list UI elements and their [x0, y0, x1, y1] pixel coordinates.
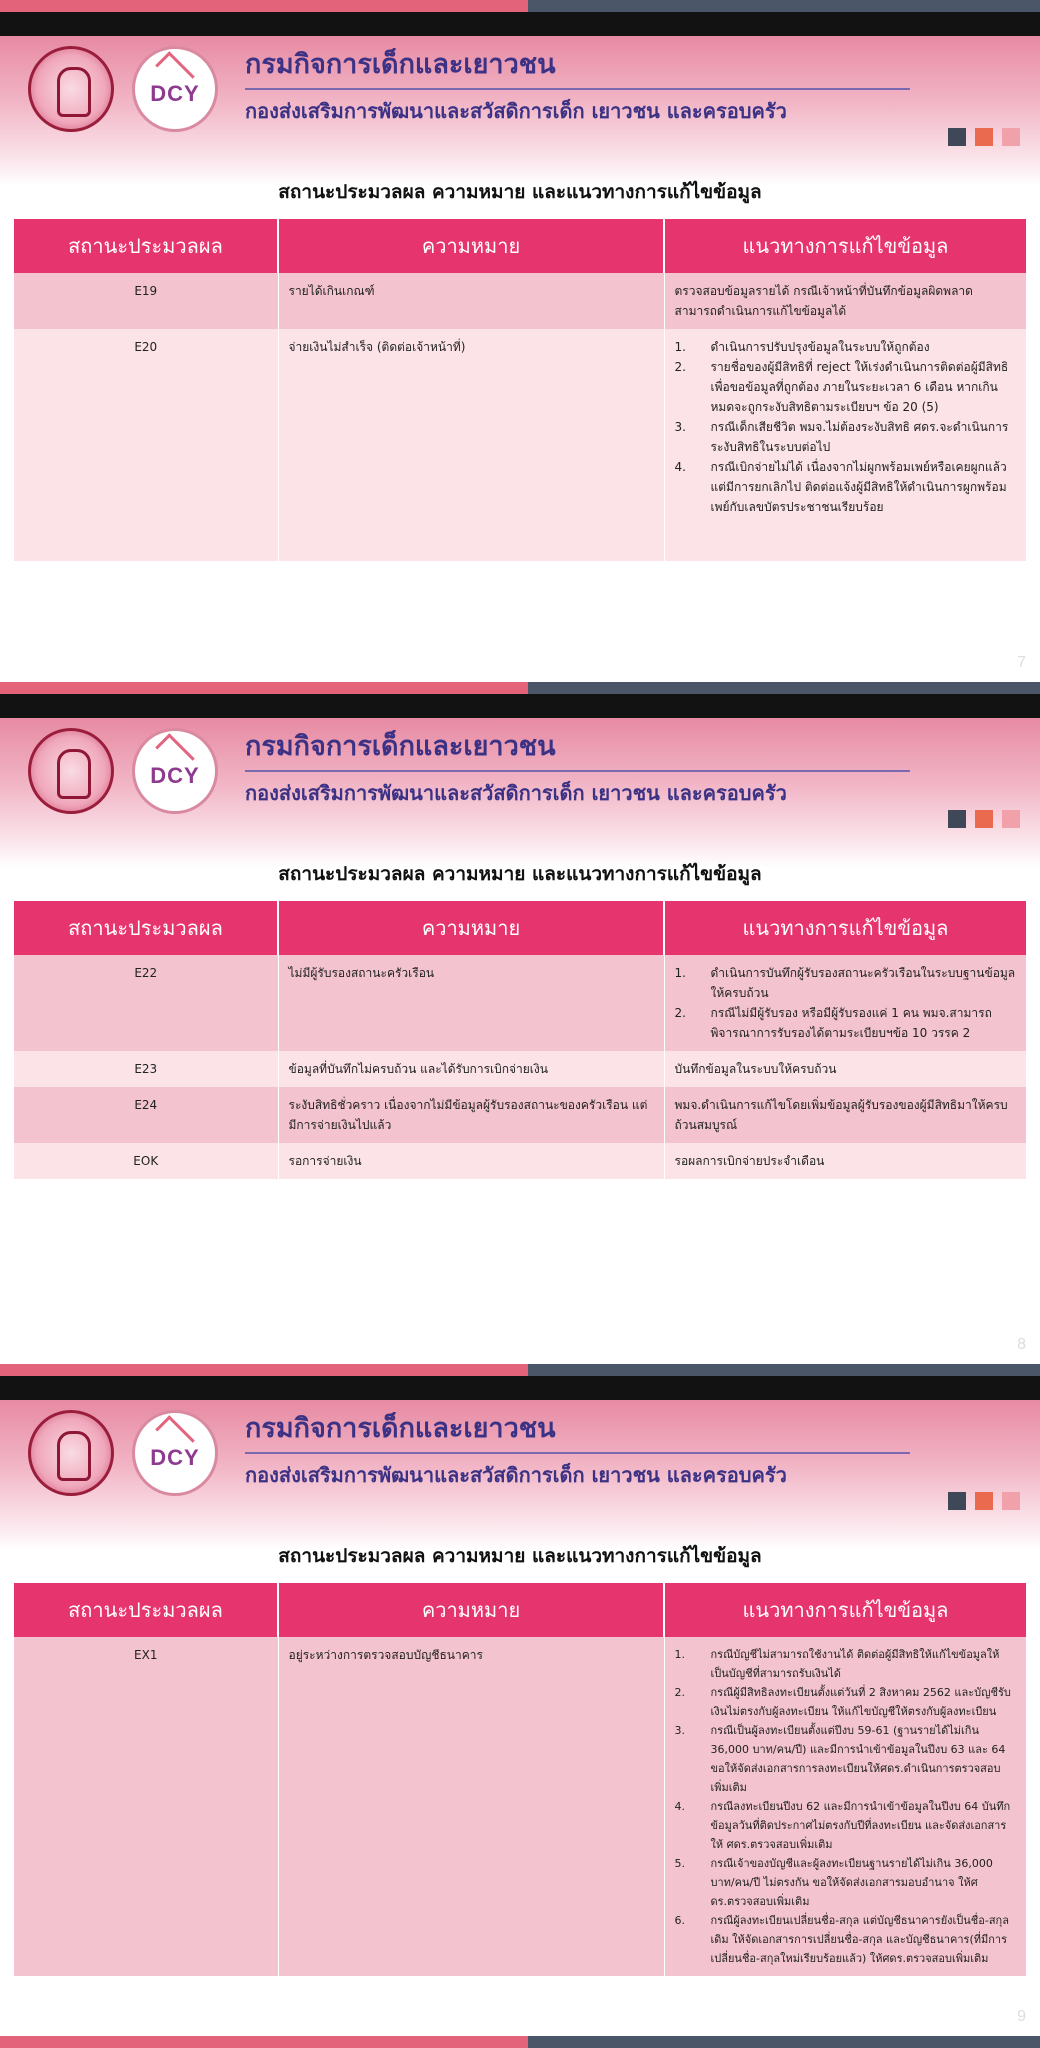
meaning-cell: รอการจ่ายเงิน: [278, 1143, 664, 1179]
guidance-step: 1. ดำเนินการบันทึกผู้รับรองสถานะครัวเรือนในระบบฐานข้อมูลให้ครบถ้วน: [674, 966, 1016, 1000]
slide-page-7: [0, 36, 1040, 682]
ministry-crest-logo: [28, 728, 114, 814]
meaning-cell: ระงับสิทธิชั่วคราว เนื่องจากไม่มีข้อมูลผู้รับรองสถานะของครัวเรือน แต่มีการจ่ายเงินไปแล้ว: [278, 1087, 664, 1143]
page-number: 7: [1017, 654, 1026, 671]
meaning-cell: ข้อมูลที่บันทึกไม่ครบถ้วน และได้รับการเบิกจ่ายเงิน: [278, 1051, 664, 1087]
decor-squares: [948, 128, 1020, 146]
screenshot-separator: [0, 694, 1040, 718]
guidance-cell: [664, 955, 1026, 1051]
guidance-cell: [664, 329, 1026, 561]
col-header-guidance: แนวทางการแก้ไขข้อมูล: [664, 901, 1026, 955]
meaning-cell: รายได้เกินเกณฑ์: [278, 273, 664, 329]
col-header-guidance: แนวทางการแก้ไขข้อมูล: [664, 219, 1026, 273]
meaning-cell: จ่ายเงินไม่สำเร็จ (ติดต่อเจ้าหน้าที่): [278, 329, 664, 561]
guidance-step: 2. กรณีไม่มีผู้รับรอง หรือมีผู้รับรองแค่ 1 คน พมจ.สามารถพิจารณาการรับรองได้ตามระเบียบฯข้อ 10 วรรค 2: [674, 1006, 992, 1040]
bottom-color-strip: [0, 2036, 1040, 2048]
col-header-meaning: ความหมาย: [278, 901, 664, 955]
screenshot-separator: [0, 1376, 1040, 1400]
guidance-step: 2. กรณีผู้มีสิทธิลงทะเบียนตั้งแต่วันที่ 2 สิงหาคม 2562 และบัญชีรับเงินไม่ตรงกับผู้ลงทะเบียน ให้แก้ไขบัญชีให้ตรงกับผู้ลงทะเบียน: [674, 1686, 1011, 1718]
slide-divider-strip: [0, 682, 1040, 694]
guidance-step: 1. ดำเนินการปรับปรุงข้อมูลในระบบให้ถูกต้อง: [674, 340, 930, 354]
dcy-logo: DCY: [132, 728, 218, 814]
guidance-cell: พมจ.ดำเนินการแก้ไขโดยเพิ่มข้อมูลผู้รับรองของผู้มีสิทธิมาให้ครบถ้วนสมบูรณ์: [664, 1087, 1026, 1143]
col-header-meaning: ความหมาย: [278, 1583, 664, 1637]
status-table: [14, 219, 1026, 561]
table-row: [14, 1637, 1026, 1976]
guidance-step: 3. กรณีเด็กเสียชีวิต พมจ.ไม่ต้องระงับสิทธิ ศดร.จะดำเนินการระงับสิทธิในระบบต่อไป: [674, 420, 1009, 454]
status-table: [14, 901, 1026, 1179]
ministry-crest-logo: [28, 1410, 114, 1496]
meaning-cell: อยู่ระหว่างการตรวจสอบบัญชีธนาคาร: [278, 1637, 664, 1976]
page-number: 8: [1017, 1336, 1026, 1353]
guidance-cell: รอผลการเบิกจ่ายประจำเดือน: [664, 1143, 1026, 1179]
col-header-guidance: แนวทางการแก้ไขข้อมูล: [664, 1583, 1026, 1637]
status-code: EX1: [14, 1637, 278, 1976]
page-number: 9: [1017, 2008, 1026, 2025]
meaning-cell: ไม่มีผู้รับรองสถานะครัวเรือน: [278, 955, 664, 1051]
slide-title: สถานะประมวลผล ความหมาย และแนวทางการแก้ไขข้อมูล: [278, 181, 762, 203]
org-header: [245, 1410, 915, 1492]
col-header-status: สถานะประมวลผล: [14, 1583, 278, 1637]
table-row: [14, 1143, 1026, 1179]
slide-page-8: [0, 718, 1040, 1364]
col-header-status: สถานะประมวลผล: [14, 901, 278, 955]
guidance-cell: [664, 1637, 1026, 1976]
guidance-step: 5. กรณีเจ้าของบัญชีและผู้ลงทะเบียนฐานรายได้ไม่เกิน 36,000 บาท/คน/ปี ไม่ตรงกัน ขอให้จัดส่งเอกสารมอบอำนาจ ให้ศดร.ตรวจสอบเพิ่มเติม: [674, 1857, 993, 1908]
table-row: [14, 1051, 1026, 1087]
guidance-step: 6. กรณีผู้ลงทะเบียนเปลี่ยนชื่อ-สกุล แต่บัญชีธนาคารยังเป็นชื่อ-สกุลเดิม ให้จัดเอกสารการเปลี่ยนชื่อ-สกุล และบัญชีธนาคาร(ที่มีการเปลี่ยนชื่อ-สกุลใหม่เรียบร้อยแล้ว) ให้ศดร.ตรวจสอบเพิ่มเติม: [674, 1914, 1009, 1965]
org-header: [245, 728, 915, 810]
guidance-step: 2. รายชื่อของผู้มีสิทธิที่ reject ให้เร่งดำเนินการติดต่อผู้มีสิทธิเพื่อขอข้อมูลที่ถูกต้อง ภายในระยะเวลา 6 เดือน หากเกินหมดจะถูกระงับสิทธิตามระเบียบฯ ข้อ 20 (5): [674, 360, 1009, 414]
slide-title: สถานะประมวลผล ความหมาย และแนวทางการแก้ไขข้อมูล: [278, 863, 762, 885]
table-row: [14, 273, 1026, 329]
org-main-title: กรมกิจการเด็กและเยาวชน: [245, 49, 556, 80]
org-sub-title: กองส่งเสริมการพัฒนาและสวัสดิการเด็ก เยาวชน และครอบครัว: [245, 781, 787, 805]
table-row: [14, 329, 1026, 561]
status-code: E20: [14, 329, 278, 561]
status-code: E19: [14, 273, 278, 329]
status-table: [14, 1583, 1026, 1976]
decor-squares: [948, 1492, 1020, 1510]
decor-squares: [948, 810, 1020, 828]
guidance-step: 1. กรณีบัญชีไม่สามารถใช้งานได้ ติดต่อผู้มีสิทธิให้แก้ไขข้อมูลให้เป็นบัญชีที่สามารถรับเงินได้: [674, 1648, 1000, 1680]
slide-divider-strip: [0, 1364, 1040, 1376]
org-header: [245, 46, 915, 128]
status-code: E24: [14, 1087, 278, 1143]
org-main-title: กรมกิจการเด็กและเยาวชน: [245, 1413, 556, 1444]
dcy-logo: DCY: [132, 46, 218, 132]
top-color-strip: [0, 0, 1040, 12]
guidance-step: 4. กรณีลงทะเบียนปีงบ 62 และมีการนำเข้าข้อมูลในปีงบ 64 บันทึกข้อมูลวันที่ติดประกาศไม่ตรงกับปีที่ลงทะเบียน และจัดส่งเอกสารให้ ศดร.ตรวจสอบเพิ่มเติม: [674, 1800, 1011, 1851]
guidance-step: 3. กรณีเป็นผู้ลงทะเบียนตั้งแต่ปีงบ 59-61 (ฐานรายได้ไม่เกิน 36,000 บาท/คน/ปี) และมีการนำเข้าข้อมูลในปีงบ 63 และ 64 ขอให้จัดส่งเอกสารการลงทะเบียนให้ศดร.ดำเนินการตรวจสอบเพิ่มเติม: [674, 1724, 1006, 1794]
col-header-status: สถานะประมวลผล: [14, 219, 278, 273]
screenshot-separator: [0, 12, 1040, 36]
org-main-title: กรมกิจการเด็กและเยาวชน: [245, 731, 556, 762]
status-code: E22: [14, 955, 278, 1051]
status-code: EOK: [14, 1143, 278, 1179]
guidance-cell: ตรวจสอบข้อมูลรายได้ กรณีเจ้าหน้าที่บันทึกข้อมูลผิดพลาด สามารถดำเนินการแก้ไขข้อมูลได้: [664, 273, 1026, 329]
org-sub-title: กองส่งเสริมการพัฒนาและสวัสดิการเด็ก เยาวชน และครอบครัว: [245, 99, 787, 123]
slide-page-9: [0, 1400, 1040, 2036]
slide-title: สถานะประมวลผล ความหมาย และแนวทางการแก้ไขข้อมูล: [278, 1545, 762, 1567]
org-sub-title: กองส่งเสริมการพัฒนาและสวัสดิการเด็ก เยาวชน และครอบครัว: [245, 1463, 787, 1487]
table-row: [14, 955, 1026, 1051]
col-header-meaning: ความหมาย: [278, 219, 664, 273]
ministry-crest-logo: [28, 46, 114, 132]
status-code: E23: [14, 1051, 278, 1087]
guidance-step: 4. กรณีเบิกจ่ายไม่ได้ เนื่องจากไม่ผูกพร้อมเพย์หรือเคยผูกแล้วแต่มีการยกเลิกไป ติดต่อแจ้งผู้มีสิทธิให้ดำเนินการผูกพร้อมเพย์กับเลขบัตรประชาชนเรียบร้อย: [674, 460, 1007, 514]
dcy-logo: DCY: [132, 1410, 218, 1496]
table-row: [14, 1087, 1026, 1143]
guidance-cell: บันทึกข้อมูลในระบบให้ครบถ้วน: [664, 1051, 1026, 1087]
